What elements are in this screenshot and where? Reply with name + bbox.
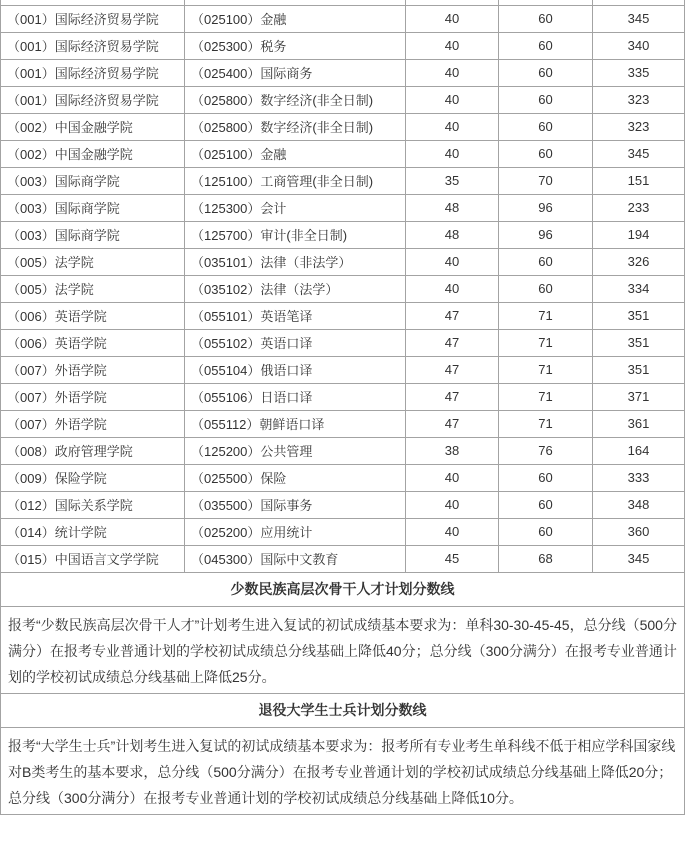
table-row <box>1 167 685 194</box>
total-cell: 333 <box>593 464 685 491</box>
score1-cell: 40 <box>406 86 499 113</box>
college-cell: （002）中国金融学院 <box>1 113 185 140</box>
college-cell: （003）国际商学院 <box>1 167 185 194</box>
total-cell: 345 <box>593 545 685 572</box>
section-body-text: 报考“少数民族高层次骨干人才”计划考生进入复试的初试成绩基本要求为：单科30-30-45-45，总分线（500分满分）在报考专业普通计划的学校初试成绩总分线基础上降低40分；总分线（300分满分）在报考专业普通计划的学校初试成绩总分线基础上降低25分。 <box>1 606 685 693</box>
score1-cell: 40 <box>406 275 499 302</box>
score1-cell: 40 <box>406 248 499 275</box>
major-cell: （125200）公共管理 <box>185 437 406 464</box>
college-cell: （007）外语学院 <box>1 383 185 410</box>
table-row <box>1 356 685 383</box>
veteran-plan-section <box>1 693 685 814</box>
college-cell: （006）英语学院 <box>1 302 185 329</box>
score2-cell: 71 <box>499 410 593 437</box>
major-cell: （055104）俄语口译 <box>185 356 406 383</box>
major-cell: （055112）朝鲜语口译 <box>185 410 406 437</box>
total-cell: 371 <box>593 383 685 410</box>
score1-cell: 38 <box>406 437 499 464</box>
major-cell: （035500）国际事务 <box>185 491 406 518</box>
college-cell: （001）国际经济贸易学院 <box>1 5 185 32</box>
major-cell: （025500）保险 <box>185 464 406 491</box>
score2-cell: 76 <box>499 437 593 464</box>
minority-plan-body-row <box>1 606 685 693</box>
score2-cell: 60 <box>499 59 593 86</box>
total-cell: 164 <box>593 437 685 464</box>
major-cell: （025100）金融 <box>185 140 406 167</box>
total-cell: 340 <box>593 32 685 59</box>
score1-cell: 40 <box>406 518 499 545</box>
table-row <box>1 545 685 572</box>
table-row <box>1 248 685 275</box>
score1-cell: 40 <box>406 59 499 86</box>
major-cell: （025100）金融 <box>185 5 406 32</box>
table-row <box>1 5 685 32</box>
total-cell: 345 <box>593 5 685 32</box>
score2-cell: 60 <box>499 113 593 140</box>
score2-cell: 71 <box>499 302 593 329</box>
table-row <box>1 194 685 221</box>
score2-cell: 60 <box>499 464 593 491</box>
table-row <box>1 32 685 59</box>
score2-cell: 60 <box>499 5 593 32</box>
major-cell: （035102）法律（法学） <box>185 275 406 302</box>
total-cell: 351 <box>593 356 685 383</box>
score1-cell: 48 <box>406 194 499 221</box>
score1-cell: 35 <box>406 167 499 194</box>
score2-cell: 96 <box>499 221 593 248</box>
score2-cell: 71 <box>499 383 593 410</box>
major-cell: （125700）审计(非全日制) <box>185 221 406 248</box>
college-cell: （005）法学院 <box>1 248 185 275</box>
total-cell: 345 <box>593 140 685 167</box>
table-row <box>1 275 685 302</box>
college-cell: （001）国际经济贸易学院 <box>1 32 185 59</box>
score1-cell: 47 <box>406 356 499 383</box>
college-cell: （012）国际关系学院 <box>1 491 185 518</box>
total-cell: 335 <box>593 59 685 86</box>
table-row <box>1 491 685 518</box>
major-cell: （025800）数字经济(非全日制) <box>185 86 406 113</box>
major-cell: （125100）工商管理(非全日制) <box>185 167 406 194</box>
section-heading: 退役大学生士兵计划分数线 <box>1 693 685 727</box>
table-row <box>1 113 685 140</box>
score2-cell: 60 <box>499 275 593 302</box>
total-cell: 326 <box>593 248 685 275</box>
score2-cell: 60 <box>499 86 593 113</box>
total-cell: 361 <box>593 410 685 437</box>
table-row <box>1 59 685 86</box>
score2-cell: 96 <box>499 194 593 221</box>
major-cell: （125300）会计 <box>185 194 406 221</box>
table-row <box>1 518 685 545</box>
major-cell: （045300）国际中文教育 <box>185 545 406 572</box>
total-cell: 348 <box>593 491 685 518</box>
section-heading: 少数民族高层次骨干人才计划分数线 <box>1 572 685 606</box>
score1-cell: 40 <box>406 464 499 491</box>
score2-cell: 70 <box>499 167 593 194</box>
score1-cell: 47 <box>406 329 499 356</box>
college-cell: （002）中国金融学院 <box>1 140 185 167</box>
table-row <box>1 140 685 167</box>
total-cell: 334 <box>593 275 685 302</box>
total-cell: 360 <box>593 518 685 545</box>
section-body-text: 报考“大学生士兵”计划考生进入复试的初试成绩基本要求为：报考所有专业考生单科线不低于相应学科国家线对B类考生的基本要求，总分线（500分满分）在报考专业普通计划的学校初试成绩总分线基础上降低20分；总分线（300分满分）在报考专业普通计划的学校初试成绩总分线基础上降低10分。 <box>1 727 685 814</box>
minority-plan-heading-row <box>1 572 685 606</box>
table-row <box>1 221 685 248</box>
college-cell: （005）法学院 <box>1 275 185 302</box>
major-cell: （055106）日语口译 <box>185 383 406 410</box>
score2-cell: 71 <box>499 356 593 383</box>
score2-cell: 60 <box>499 491 593 518</box>
score2-cell: 60 <box>499 518 593 545</box>
total-cell: 351 <box>593 302 685 329</box>
table-row <box>1 383 685 410</box>
total-cell: 151 <box>593 167 685 194</box>
total-cell: 351 <box>593 329 685 356</box>
major-cell: （025400）国际商务 <box>185 59 406 86</box>
score2-cell: 71 <box>499 329 593 356</box>
college-cell: （015）中国语言文学学院 <box>1 545 185 572</box>
veteran-plan-heading-row <box>1 693 685 727</box>
score1-cell: 47 <box>406 410 499 437</box>
score2-cell: 60 <box>499 140 593 167</box>
table-row <box>1 302 685 329</box>
score1-cell: 40 <box>406 113 499 140</box>
total-cell: 323 <box>593 113 685 140</box>
table-row <box>1 437 685 464</box>
table-row <box>1 86 685 113</box>
college-cell: （006）英语学院 <box>1 329 185 356</box>
college-cell: （007）外语学院 <box>1 410 185 437</box>
score1-cell: 40 <box>406 140 499 167</box>
veteran-plan-body-row <box>1 727 685 814</box>
total-cell: 194 <box>593 221 685 248</box>
score1-cell: 40 <box>406 5 499 32</box>
major-cell: （035101）法律（非法学） <box>185 248 406 275</box>
score1-cell: 40 <box>406 491 499 518</box>
minority-plan-section <box>1 572 685 693</box>
college-cell: （008）政府管理学院 <box>1 437 185 464</box>
total-cell: 233 <box>593 194 685 221</box>
college-cell: （003）国际商学院 <box>1 221 185 248</box>
score-rows <box>1 5 685 572</box>
major-cell: （055102）英语口译 <box>185 329 406 356</box>
score1-cell: 40 <box>406 32 499 59</box>
score1-cell: 45 <box>406 545 499 572</box>
college-cell: （009）保险学院 <box>1 464 185 491</box>
major-cell: （025800）数字经济(非全日制) <box>185 113 406 140</box>
score2-cell: 68 <box>499 545 593 572</box>
table-row <box>1 464 685 491</box>
score1-cell: 47 <box>406 383 499 410</box>
major-cell: （025300）税务 <box>185 32 406 59</box>
college-cell: （007）外语学院 <box>1 356 185 383</box>
college-cell: （014）统计学院 <box>1 518 185 545</box>
score2-cell: 60 <box>499 32 593 59</box>
score1-cell: 48 <box>406 221 499 248</box>
college-cell: （003）国际商学院 <box>1 194 185 221</box>
score2-cell: 60 <box>499 248 593 275</box>
table-row <box>1 410 685 437</box>
college-cell: （001）国际经济贸易学院 <box>1 86 185 113</box>
total-cell: 323 <box>593 86 685 113</box>
score1-cell: 47 <box>406 302 499 329</box>
major-cell: （055101）英语笔译 <box>185 302 406 329</box>
table-row <box>1 329 685 356</box>
college-cell: （001）国际经济贸易学院 <box>1 59 185 86</box>
major-cell: （025200）应用统计 <box>185 518 406 545</box>
